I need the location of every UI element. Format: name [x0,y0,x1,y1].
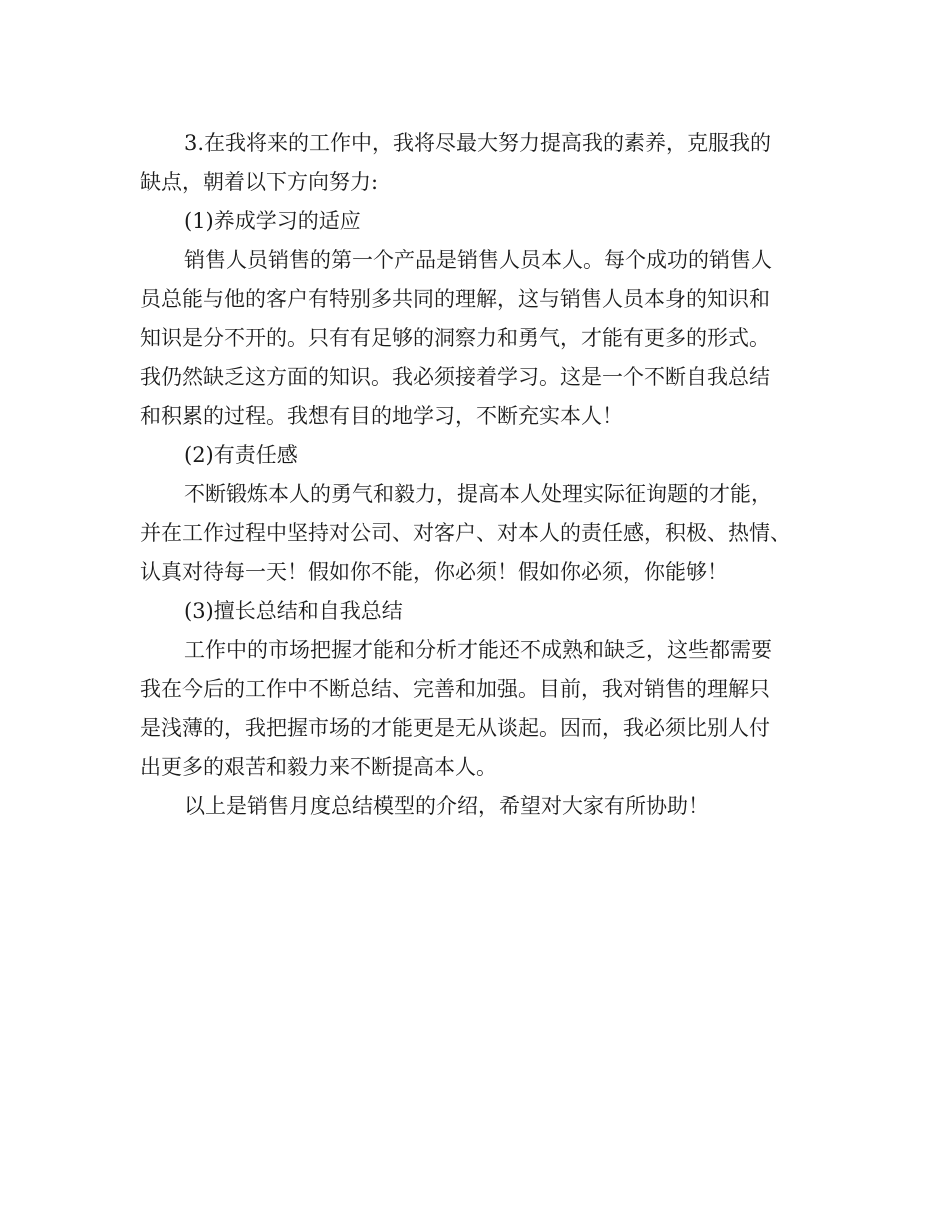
text-line: 知识是分不开的。只有有足够的洞察力和勇气，才能有更多的形式。 [140,326,770,350]
text-line: 缺点，朝着以下方向努力: [140,170,379,194]
heading-learning-habit [140,202,830,241]
text-line: 是浅薄的，我把握市场的才能更是无从谈起。因而，我必须比别人付 [140,716,770,740]
text-line: 3.在我将来的工作中，我将尽最大努力提高我的素养，克服我的 [184,131,772,155]
paragraph-learning [140,241,830,436]
text-line: 认真对待每一天！假如你不能，你必须！假如你必须，你能够！ [140,560,728,584]
text-line: 和积累的过程。我想有目的地学习，不断充实本人！ [140,404,623,428]
text-line: 出更多的艰苦和毅力来不断提高本人。 [140,755,497,779]
text-line: 并在工作过程中坚持对公司、对客户、对本人的责任感，积极、热情、 [140,521,791,545]
paragraph-summarizing [140,631,830,787]
text-line: 不断锻炼本人的勇气和毅力，提高本人处理实际征询题的才能， [184,482,772,506]
section-heading: (2)有责任感 [184,443,298,467]
paragraph-closing [140,787,830,826]
text-line: 我仍然缺乏这方面的知识。我必须接着学习。这是一个不断自我总结 [140,365,770,389]
text-line: 我在今后的工作中不断总结、完善和加强。目前，我对销售的理解只 [140,677,770,701]
section-heading: (3)擅长总结和自我总结 [184,599,403,623]
text-line: 销售人员销售的第一个产品是销售人员本人。每个成功的销售人 [184,248,772,272]
section-heading: (1)养成学习的适应 [184,209,361,233]
paragraph-goals-intro [140,124,830,202]
text-line: 员总能与他的客户有特别多共同的理解，这与销售人员本身的知识和 [140,287,770,311]
heading-summarizing [140,592,830,631]
text-line: 以上是销售月度总结模型的介绍，希望对大家有所协助！ [184,794,709,818]
document-body [140,124,830,826]
paragraph-responsibility [140,475,830,592]
heading-responsibility [140,436,830,475]
text-line: 工作中的市场把握才能和分析才能还不成熟和缺乏，这些都需要 [184,638,772,662]
